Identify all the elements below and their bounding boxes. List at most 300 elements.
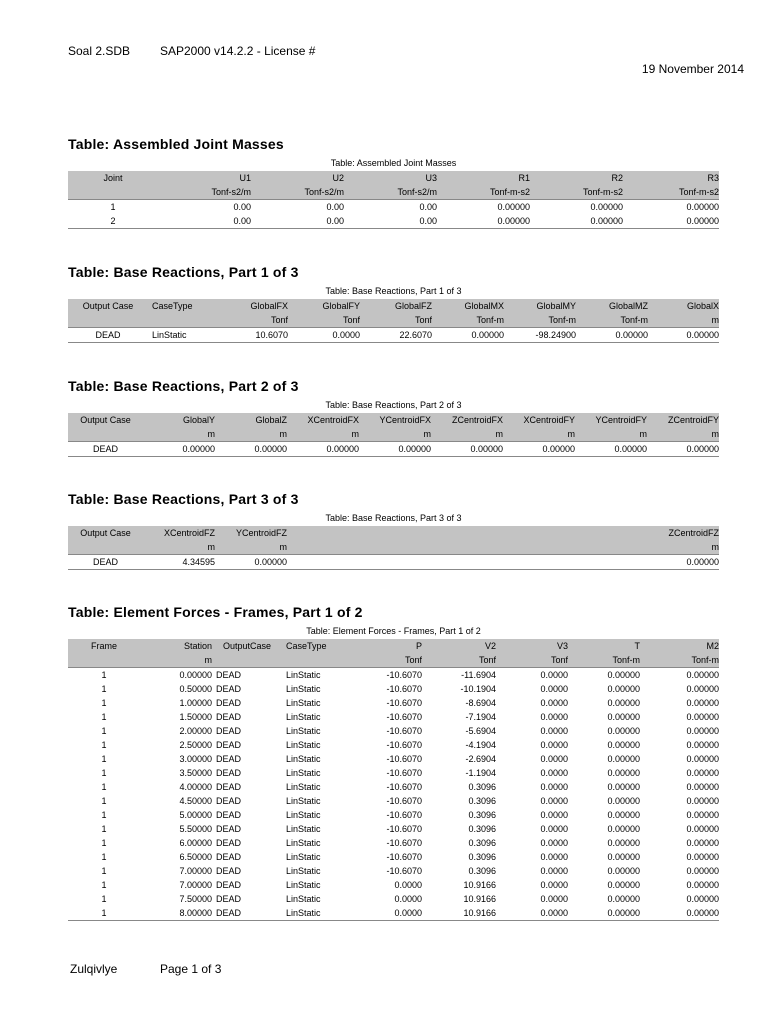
header-date: 19 November 2014 [641, 62, 744, 76]
table-caption-base-reactions-1: Table: Base Reactions, Part 1 of 3 [325, 286, 462, 296]
table-cell: 0.00000 [686, 880, 719, 890]
table-cell: 0.0000 [540, 726, 568, 736]
column-unit: m [575, 428, 647, 442]
table-cell: 1 [110, 202, 116, 212]
table-caption-base-reactions-2: Table: Base Reactions, Part 2 of 3 [325, 400, 462, 410]
table-cell: 0.00000 [179, 670, 212, 680]
column-header: T [568, 639, 640, 654]
table-cell: 2.00000 [179, 726, 212, 736]
table-cell: -10.6070 [386, 740, 422, 750]
table-cell: 5.50000 [179, 824, 212, 834]
column-unit [68, 428, 143, 442]
table-cell: 1 [101, 684, 107, 694]
column-header: V3 [496, 639, 568, 654]
table-cell: -10.6070 [386, 838, 422, 848]
table-row [68, 850, 719, 864]
table-cell: 0.0000 [394, 880, 422, 890]
table-cell: LinStatic [286, 740, 321, 750]
table-cell: 0.00000 [647, 442, 719, 457]
table-cell: 1.00000 [179, 698, 212, 708]
column-header: OutputCase [212, 639, 282, 654]
table-cell: -10.6070 [386, 852, 422, 862]
table-cell: -10.6070 [386, 684, 422, 694]
table-cell: 2 [68, 214, 158, 229]
section-title-element-forces: Table: Element Forces - Frames, Part 1 of 2 [68, 604, 363, 620]
table-cell: DEAD [216, 810, 242, 820]
table-cell: 0.00 [419, 202, 437, 212]
table-cell: LinStatic [286, 824, 321, 834]
table-row [68, 794, 719, 808]
table-cell: 1 [101, 810, 107, 820]
table-cell: LinStatic [286, 894, 321, 904]
table-cell: DEAD [216, 740, 242, 750]
table-cell: DEAD [216, 684, 242, 694]
column-unit: Tonf-m [640, 654, 719, 668]
table-cell: 0.0000 [540, 754, 568, 764]
table-cell: 0.00000 [590, 202, 623, 212]
table-cell: 0.00 [326, 202, 344, 212]
column-header: GlobalFY [288, 299, 360, 314]
table-cell: 0.00000 [686, 866, 719, 876]
table-cell: 1 [101, 852, 107, 862]
table-cell: DEAD [216, 754, 242, 764]
column-unit: Tonf-s2/m [158, 186, 251, 200]
column-unit: m [647, 428, 719, 442]
table-cell: 0.00000 [437, 214, 530, 229]
column-header: Station [140, 639, 212, 654]
table-cell: 0.00000 [607, 698, 640, 708]
table-cell: DEAD [68, 442, 143, 457]
table-cell: 0.0000 [540, 684, 568, 694]
table-cell: 0.0000 [540, 796, 568, 806]
table-row [68, 555, 719, 570]
table-row [68, 766, 719, 780]
table-cell: DEAD [216, 712, 242, 722]
table-caption-element-forces: Table: Element Forces - Frames, Part 1 of 2 [306, 626, 481, 636]
column-unit: Tonf [224, 314, 288, 328]
table-element-forces [68, 639, 719, 921]
table-cell: 1.50000 [179, 712, 212, 722]
table-cell: -10.6070 [386, 782, 422, 792]
table-row [68, 780, 719, 794]
table-cell: 0.0000 [540, 894, 568, 904]
table-cell: 0.00000 [607, 726, 640, 736]
table-cell: 1 [101, 866, 107, 876]
table-base-reactions-2 [68, 413, 719, 457]
table-cell: DEAD [68, 328, 148, 343]
table-row [68, 808, 719, 822]
table-cell: 0.00000 [686, 894, 719, 904]
table-cell: 0.00000 [686, 740, 719, 750]
table-cell: 0.00000 [607, 880, 640, 890]
table-cell: DEAD [68, 555, 143, 570]
table-cell: 10.9166 [422, 906, 496, 921]
table-cell: 1 [101, 824, 107, 834]
column-header: M2 [640, 639, 719, 654]
table-cell: 10.9166 [463, 880, 496, 890]
table-cell: 1 [101, 796, 107, 806]
table-cell: 0.3096 [468, 866, 496, 876]
column-unit: m [503, 428, 575, 442]
column-unit: Tonf [422, 654, 496, 668]
table-cell: 0.00000 [607, 754, 640, 764]
table-cell: 0.00000 [432, 328, 504, 343]
table-cell: 0.0000 [540, 810, 568, 820]
table-cell: 0.0000 [540, 712, 568, 722]
table-cell: 1 [101, 838, 107, 848]
table-cell: 0.00000 [686, 726, 719, 736]
column-header: YCentroidFY [575, 413, 647, 428]
table-cell: 0.50000 [179, 684, 212, 694]
table-cell: 0.00000 [623, 214, 719, 229]
table-row [68, 200, 719, 215]
table-cell: LinStatic [286, 810, 321, 820]
section-title-base-reactions-2: Table: Base Reactions, Part 2 of 3 [68, 378, 299, 394]
column-header: GlobalMY [504, 299, 576, 314]
column-header: XCentroidFX [287, 413, 359, 428]
table-header-row [68, 171, 719, 186]
column-unit: Tonf-m [568, 654, 640, 668]
section-title-base-reactions-3: Table: Base Reactions, Part 3 of 3 [68, 491, 299, 507]
column-header: YCentroidFX [359, 413, 431, 428]
column-unit: Tonf-s2/m [251, 186, 344, 200]
table-header-row [68, 299, 719, 314]
table-header-row [68, 639, 719, 654]
table-row [68, 214, 719, 229]
table-row [68, 442, 719, 457]
table-cell: 0.00000 [568, 906, 640, 921]
column-header: ZCentroidFY [647, 413, 719, 428]
table-cell: 0.00 [251, 214, 344, 229]
column-header: R2 [530, 171, 623, 186]
table-units-row [68, 314, 719, 328]
table-cell: 1 [101, 712, 107, 722]
table-cell: 0.0000 [348, 906, 422, 921]
column-unit [68, 541, 143, 555]
table-row [68, 668, 719, 683]
table-cell: LinStatic [286, 754, 321, 764]
table-cell: 0.00000 [359, 442, 431, 457]
table-caption-base-reactions-3: Table: Base Reactions, Part 3 of 3 [325, 513, 462, 523]
column-unit: m [215, 541, 287, 555]
table-cell: DEAD [216, 726, 242, 736]
table-cell: 8.00000 [140, 906, 212, 921]
table-cell: -10.6070 [386, 754, 422, 764]
table-base-reactions-3 [68, 526, 719, 570]
section-title-base-reactions-1: Table: Base Reactions, Part 1 of 3 [68, 264, 299, 280]
table-cell: 0.3096 [468, 810, 496, 820]
column-header: XCentroidFZ [143, 526, 215, 541]
table-cell: 4.34595 [143, 555, 215, 570]
table-cell: 6.00000 [179, 838, 212, 848]
table-cell: 0.00000 [503, 442, 575, 457]
table-cell: -4.1904 [465, 740, 496, 750]
table-cell: 0.00 [344, 214, 437, 229]
table-cell: 0.00000 [607, 838, 640, 848]
column-unit: m [143, 428, 215, 442]
table-cell: 10.6070 [224, 328, 288, 343]
table-row [68, 906, 719, 921]
table-cell: 0.00000 [686, 796, 719, 806]
table-cell: -10.6070 [386, 670, 422, 680]
table-cell: 0.00000 [686, 838, 719, 848]
table-row [68, 822, 719, 836]
table-cell: LinStatic [286, 670, 321, 680]
table-cell: DEAD [216, 866, 242, 876]
table-cell: 0.00000 [686, 684, 719, 694]
table-cell: LinStatic [286, 796, 321, 806]
column-header: YCentroidFZ [215, 526, 287, 541]
column-unit: m [143, 541, 215, 555]
table-cell: 0.0000 [540, 866, 568, 876]
table-header-row [68, 526, 719, 541]
table-cell: DEAD [216, 824, 242, 834]
table-cell: 0.00000 [607, 796, 640, 806]
table-cell: 0.00000 [686, 810, 719, 820]
table-cell: 0.00000 [607, 684, 640, 694]
table-cell: 0.3096 [468, 796, 496, 806]
table-joint-masses [68, 171, 719, 229]
column-unit: Tonf-m [504, 314, 576, 328]
table-cell: 0.00000 [607, 768, 640, 778]
table-cell: -10.6070 [386, 698, 422, 708]
table-cell: 1 [101, 894, 107, 904]
column-unit: Tonf [496, 654, 568, 668]
table-row [68, 752, 719, 766]
table-cell: 0.0000 [540, 838, 568, 848]
table-cell: 2.50000 [179, 740, 212, 750]
table-cell: 0.00000 [686, 782, 719, 792]
column-header: Frame [68, 639, 140, 654]
table-cell: DEAD [216, 838, 242, 848]
table-cell: -10.6070 [386, 768, 422, 778]
table-cell: -5.6904 [465, 726, 496, 736]
table-cell: 0.00000 [530, 214, 623, 229]
table-cell: 0.0000 [540, 670, 568, 680]
table-units-row [68, 428, 719, 442]
table-row [68, 682, 719, 696]
table-cell: DEAD [212, 906, 282, 921]
table-cell: LinStatic [148, 328, 224, 343]
table-base-reactions-1 [68, 299, 719, 343]
table-cell: DEAD [216, 894, 242, 904]
column-header: U3 [344, 171, 437, 186]
table-cell: 0.00000 [287, 442, 359, 457]
table-cell: LinStatic [286, 684, 321, 694]
table-units-row [68, 186, 719, 200]
table-cell: 0.0000 [540, 824, 568, 834]
table-cell: 1 [101, 754, 107, 764]
table-caption-joint-masses: Table: Assembled Joint Masses [330, 158, 457, 168]
column-header: U2 [251, 171, 344, 186]
table-cell: 0.00000 [607, 824, 640, 834]
table-cell: 0.00000 [431, 442, 503, 457]
table-cell: 0.00000 [575, 442, 647, 457]
table-cell: 0.00000 [686, 698, 719, 708]
table-cell: 0.0000 [496, 906, 568, 921]
table-cell: DEAD [216, 768, 242, 778]
column-header: GlobalFZ [360, 299, 432, 314]
column-unit: m [140, 654, 212, 668]
table-cell: 0.00000 [686, 202, 719, 212]
table-cell: 0.00000 [497, 202, 530, 212]
table-cell: LinStatic [286, 726, 321, 736]
table-cell: 0.00000 [287, 555, 719, 570]
table-cell: DEAD [216, 698, 242, 708]
table-cell: -10.6070 [386, 866, 422, 876]
table-cell: 7.00000 [179, 866, 212, 876]
table-cell: DEAD [216, 880, 242, 890]
table-units-row [68, 654, 719, 668]
table-cell: 0.3096 [468, 852, 496, 862]
table-cell: 0.0000 [288, 328, 360, 343]
column-unit [282, 654, 348, 668]
table-cell: 0.0000 [540, 768, 568, 778]
table-cell: 22.6070 [360, 328, 432, 343]
column-header: R1 [437, 171, 530, 186]
column-header: U1 [158, 171, 251, 186]
table-cell: 0.00000 [686, 768, 719, 778]
table-units-row [68, 541, 719, 555]
header-file-name: Soal 2.SDB [68, 44, 131, 58]
table-cell: 0.0000 [394, 894, 422, 904]
table-cell: 5.00000 [179, 810, 212, 820]
table-cell: 6.50000 [179, 852, 212, 862]
table-row [68, 878, 719, 892]
table-cell: 0.00000 [640, 906, 719, 921]
table-header-row [68, 413, 719, 428]
table-cell: 0.00000 [215, 442, 287, 457]
table-cell: LinStatic [286, 768, 321, 778]
table-row [68, 328, 719, 343]
table-cell: 0.00000 [686, 712, 719, 722]
column-unit: m [431, 428, 503, 442]
table-cell: 0.0000 [540, 698, 568, 708]
table-cell: 1 [101, 670, 107, 680]
table-row [68, 738, 719, 752]
column-unit [148, 314, 224, 328]
table-cell: 1 [101, 740, 107, 750]
table-cell: DEAD [216, 782, 242, 792]
table-cell: 0.0000 [540, 740, 568, 750]
table-cell: 0.3096 [468, 782, 496, 792]
table-cell: 0.00000 [686, 824, 719, 834]
column-header: GlobalY [143, 413, 215, 428]
table-cell: -10.6070 [386, 726, 422, 736]
table-cell: 1 [101, 782, 107, 792]
column-unit: Tonf-m-s2 [530, 186, 623, 200]
column-unit: m [648, 314, 719, 328]
column-unit: m [287, 541, 719, 555]
table-cell: DEAD [216, 796, 242, 806]
table-cell: -8.6904 [465, 698, 496, 708]
table-cell: 0.3096 [468, 824, 496, 834]
table-cell: -10.6070 [386, 712, 422, 722]
section-title-joint-masses: Table: Assembled Joint Masses [68, 136, 284, 152]
table-cell: -10.6070 [386, 810, 422, 820]
table-cell: 0.00000 [686, 670, 719, 680]
column-header: GlobalZ [215, 413, 287, 428]
table-cell: 0.0000 [540, 880, 568, 890]
table-cell: 0.00000 [607, 782, 640, 792]
column-header: Output Case [68, 413, 143, 428]
table-row [68, 864, 719, 878]
table-cell: -2.6904 [465, 754, 496, 764]
table-cell: 1 [101, 880, 107, 890]
footer-page-number: Page 1 of 3 [160, 962, 222, 976]
table-row [68, 710, 719, 724]
column-unit [68, 186, 158, 200]
column-unit: Tonf [288, 314, 360, 328]
table-cell: 1 [68, 906, 140, 921]
column-unit: m [287, 428, 359, 442]
table-cell: 0.00000 [686, 754, 719, 764]
column-unit: m [215, 428, 287, 442]
table-cell: 10.9166 [463, 894, 496, 904]
table-cell: 3.00000 [179, 754, 212, 764]
column-header: CaseType [148, 299, 224, 314]
column-unit [212, 654, 282, 668]
column-unit: Tonf [360, 314, 432, 328]
table-cell: -11.6904 [461, 670, 496, 680]
table-cell: 1 [101, 698, 107, 708]
column-header: ZCentroidFX [431, 413, 503, 428]
table-cell: 0.00000 [607, 866, 640, 876]
column-header: R3 [623, 171, 719, 186]
table-cell: 1 [101, 768, 107, 778]
table-cell: 4.50000 [179, 796, 212, 806]
table-cell: 0.00 [158, 214, 251, 229]
table-cell: DEAD [216, 852, 242, 862]
table-cell: 0.00000 [143, 442, 215, 457]
table-cell: DEAD [216, 670, 242, 680]
column-unit: Tonf-m [432, 314, 504, 328]
column-header: GlobalMZ [576, 299, 648, 314]
table-cell: 0.00000 [607, 894, 640, 904]
footer-author: Zulqivlye [70, 962, 118, 976]
column-unit: m [359, 428, 431, 442]
table-cell: -10.1904 [460, 684, 496, 694]
table-cell: -10.6070 [386, 824, 422, 834]
column-header: CaseType [282, 639, 348, 654]
column-header: Output Case [68, 526, 143, 541]
table-cell: 0.0000 [540, 852, 568, 862]
column-unit [68, 314, 148, 328]
table-cell: LinStatic [286, 712, 321, 722]
table-cell: -10.6070 [386, 796, 422, 806]
table-cell: 0.00000 [607, 670, 640, 680]
column-header: GlobalFX [224, 299, 288, 314]
table-cell: LinStatic [286, 838, 321, 848]
table-cell: 0.00000 [576, 328, 648, 343]
column-unit: Tonf-m-s2 [437, 186, 530, 200]
column-header: XCentroidFY [503, 413, 575, 428]
table-cell: 7.00000 [179, 880, 212, 890]
table-cell: 4.00000 [179, 782, 212, 792]
table-cell: 0.0000 [540, 782, 568, 792]
column-unit: Tonf-m-s2 [623, 186, 719, 200]
table-cell: 1 [101, 726, 107, 736]
table-cell: -1.1904 [465, 768, 496, 778]
table-cell: 3.50000 [179, 768, 212, 778]
table-row [68, 836, 719, 850]
header-program: SAP2000 v14.2.2 - License # [160, 44, 316, 58]
table-cell: 0.00000 [648, 328, 719, 343]
table-cell: 7.50000 [179, 894, 212, 904]
table-cell: 0.00000 [215, 555, 287, 570]
column-unit: Tonf-m [576, 314, 648, 328]
table-cell: 0.00000 [607, 810, 640, 820]
